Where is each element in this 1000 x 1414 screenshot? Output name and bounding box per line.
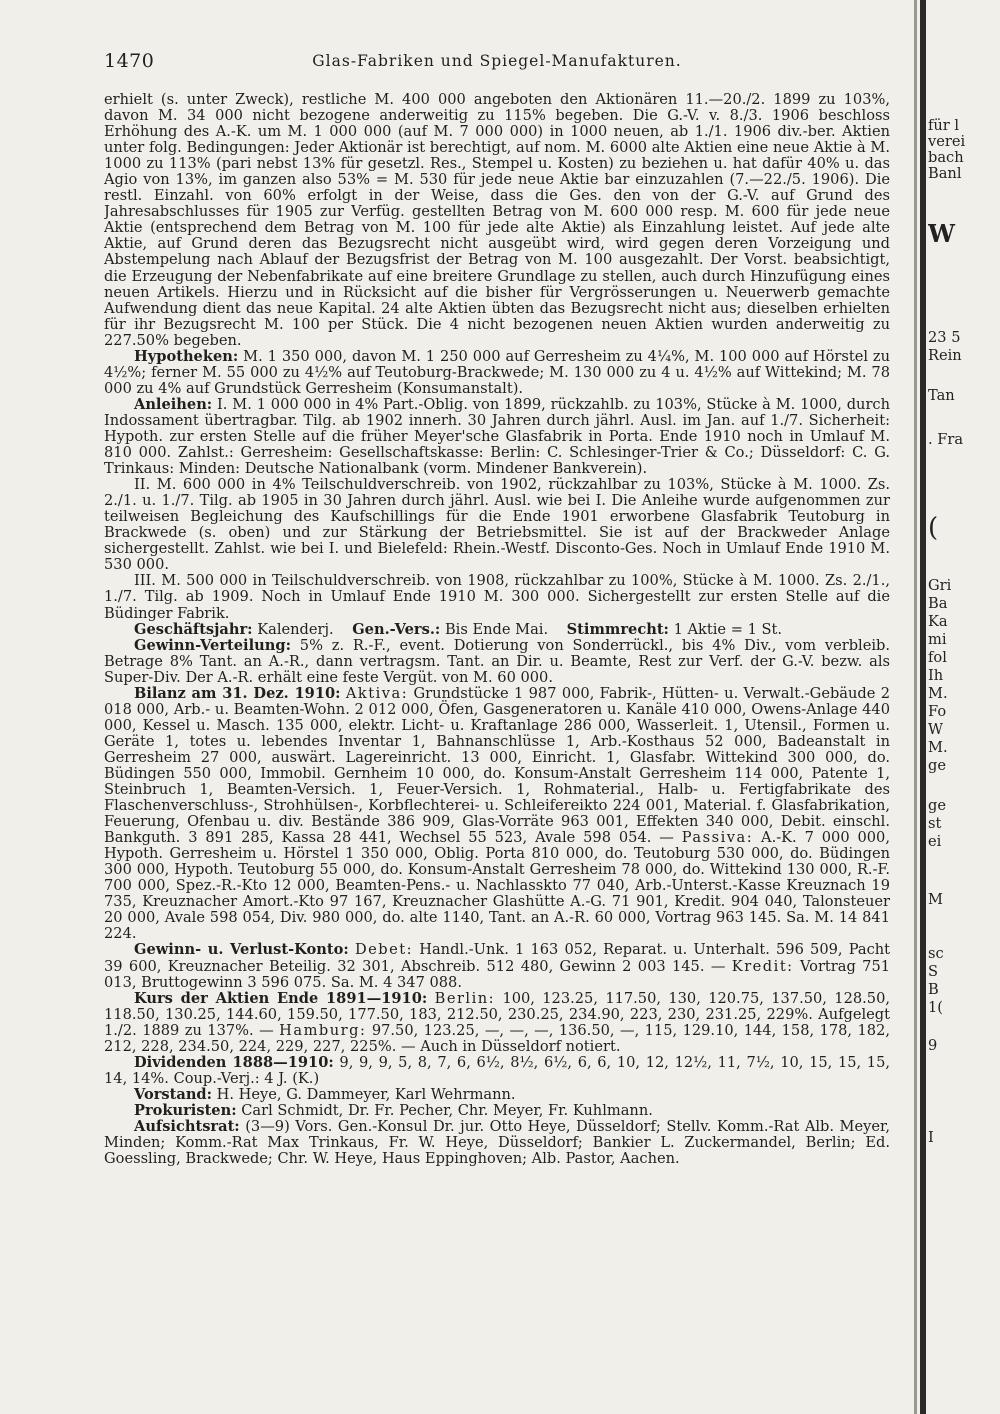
fragment-line: Rein (928, 347, 962, 364)
fragment-line: Ih (928, 667, 944, 684)
fragment-line: I (928, 1129, 934, 1146)
fragment-line: ei (928, 833, 942, 850)
adjacent-page-fragment (928, 0, 1000, 1414)
fragment-line: Gri (928, 577, 952, 594)
anleihen-label: Anleihen: (134, 395, 213, 413)
aufsichtsrat-text: (3—9) Vors. Gen.-Konsul Dr. jur. Otto Heye, Düsseldorf; Stellv. Komm.-Rat Alb. Meyer, Minden; Komm.-Rat Max Trinkaus, Fr. W. Heye, Düsseldorf; Bankier L. Zuckermandel, Berlin; Ed. Goessling, Brackwede; Chr. W. Heye, Haus Eppinghoven; Alb. Pastor, Aachen. (104, 1118, 890, 1168)
aktiva-label: Aktiva: (345, 684, 409, 702)
vorstand-label: Vorstand: (134, 1085, 213, 1103)
prokuristen-text: Carl Schmidt, Dr. Fr. Pecher, Chr. Meyer, Fr. Kuhlmann. (241, 1101, 653, 1119)
fragment-line: sc (928, 945, 944, 962)
hypotheken-text: M. 1 350 000, davon M. 1 250 000 auf Gerresheim zu 4¼%, M. 100 000 auf Hörstel zu 4½%; ferner M. 55 000 zu 4½% auf Teutoburg-Brackwede; M. 130 000 zu 4 u. 4½% auf Wittekind; M. 78 000 zu 4% auf Grundstück Gerresheim (Konsumanstalt). (104, 347, 890, 397)
geschaeftsjahr-label: Geschäftsjahr: (134, 620, 253, 638)
stimmrecht-text: 1 Aktie = 1 St. (673, 620, 782, 638)
fragment-line: ( (928, 513, 939, 543)
dividenden-entry (104, 1055, 890, 1087)
fragment-line: 9 (928, 1037, 938, 1054)
kredit-text: Vortrag 751 013, Bruttogewinn 3 596 075. Sa. M. 4 347 088. (104, 957, 890, 991)
bilanz-label: Bilanz am 31. Dez. 1910: (134, 684, 341, 702)
fragment-line: st (928, 815, 942, 832)
fragment-line: fol (928, 649, 947, 666)
fragment-line: M. (928, 685, 948, 702)
fragment-line: ge (928, 797, 946, 814)
fragment-line: Tan (928, 387, 955, 404)
geschaeftsjahr-entry (104, 622, 890, 638)
kurs-hamburg-label: Hamburg: (279, 1021, 367, 1039)
fragment-line: ge (928, 757, 946, 774)
fragment-line: S (928, 963, 938, 980)
fragment-line: M (928, 891, 943, 908)
debet-label: Debet: (354, 941, 414, 959)
debet-text: Handl.-Unk. 1 163 052, Reparat. u. Unterhalt. 596 509, Pacht 39 600, Kreuznacher Beteilig. 32 301, Abschreib. 512 480, Gewinn 2 003 145. — (104, 941, 890, 975)
fragment-line: B (928, 981, 939, 998)
gen-vers-text: Bis Ende Mai. (444, 620, 549, 638)
fragment-line: 23 5 (928, 329, 961, 346)
binding-shadow (914, 0, 917, 1414)
gewinn-verteilung-text: 5% z. R.-F., event. Dotierung von Sonderrückl., bis 4% Div., vom verbleib. Betrage 8% Tant. an A.-R., dann vertragsm. Tant. an Dir. u. Beamte, Rest zur Verf. der G.-V. bezw. als Super-Div. Der A.-R. erhält eine feste Vergüt. von M. 60 000. (104, 636, 890, 686)
gewinn-verteilung-label: Gewinn-Verteilung: (134, 636, 291, 654)
kredit-label: Kredit: (731, 957, 794, 975)
bilanz-entry (104, 686, 890, 943)
gewinn-verlust-label: Gewinn- u. Verlust-Konto: (134, 941, 349, 959)
dividenden-label: Dividenden 1888—1910: (134, 1053, 334, 1071)
vorstand-text: H. Heye, G. Dammeyer, Karl Wehrmann. (216, 1085, 516, 1103)
fragment-line: Fo (928, 703, 947, 720)
main-column (104, 92, 890, 1398)
fragment-line: mi (928, 631, 947, 648)
fragment-line: verei (928, 133, 966, 150)
gewinn-verteilung-entry (104, 638, 890, 686)
fragment-line: 1( (928, 999, 943, 1016)
fragment-line: W (928, 219, 955, 248)
fragment-line: M. (928, 739, 948, 756)
fragment-line: bach (928, 149, 964, 166)
stimmrecht-label: Stimmrecht: (566, 620, 669, 638)
anleihen-ii: II. M. 600 000 in 4% Teilschuldverschreib. von 1902, rückzahlbar zu 103%, Stücke à M. 1000. Zs. 2./1. u. 1./7. Tilg. ab 1905 in 30 Jahren durch jährl. Ausl. wie bei I. Die Anleihe wurde aufgenommen zur teilweisen Begleichung des Kaufschillings für die Ende 1901 erworbene Glasfabrik Teutoburg in Brackwede (s. oben) und zur Stärkung der Betriebsmittel. Sie ist auf der Brackweder Anlage sichergestellt. Zahlst. wie bei I. und Bielefeld: Rhein.-Westf. Disconto-Ges. Noch in Umlauf Ende 1910 M. 530 000. (104, 476, 890, 574)
binding-gutter (920, 0, 926, 1414)
anleihen-text: I. M. 1 000 000 in 4% Part.-Oblig. von 1899, rückzahlb. zu 103%, Stücke à M. 1000, durch Indossament übertragbar. Tilg. ab 1902 innerh. 30 Jahren durch jährl. Ausl. im Jan. auf 1./7. Sicherheit: Hypoth. zur ersten Stelle auf die früher Meyer'sche Glasfabrik in Porta. Ende 1910 noch in Umlauf M. 810 000. Zahlst.: Gerresheim: Gesellschaftskasse: Berlin: C. Schlesinger-Trier & Co.; Düsseldorf: C. G. Trinkaus: Minden: Deutsche Nationalbank (vorm. Mindener Bankverein). (104, 395, 890, 478)
dividenden-text: 9, 9, 9, 5, 8, 7, 6, 6½, 8½, 6½, 6, 6, 10, 12, 12½, 11, 7½, 10, 15, 15, 15, 14, 14%. Coup.-Verj.: 4 J. (K.) (104, 1053, 890, 1087)
anleihen-entry (104, 397, 890, 477)
anleihen-iii: III. M. 500 000 in Teilschuldverschreib. von 1908, rückzahlbar zu 100%, Stücke à M. 1000. Zs. 2./1., 1./7. Tilg. ab 1909. Noch in Umlauf Ende 1910 M. 300 000. Sichergestellt zur ersten Stelle auf die Büdinger Fabrik. (104, 572, 890, 622)
hypotheken-entry (104, 349, 890, 397)
passiva-text: A.-K. 7 000 000, Hypoth. Gerresheim u. Hörstel 1 350 000, Oblig. Porta 810 000, do. Teutoburg 530 000, do. Büdingen 300 000, Hypoth. Teutoburg 55 000, do. Konsum-Anstalt Gerresheim 78 000, do. Wittekind 130 000, R.-F. 700 000, Spez.-R.-Kto 12 000, Beamten-Pens.- u. Nachlasskto 77 040, Arb.-Unterst.-Kasse Kreuznach 19 735, Kreuznacher Amort.-Kto 97 167, Kreuznacher Glashütte A.-G. 71 901, Kredit. 904 040, Talonsteuer 20 000, Avale 598 054, Div. 980 000, do. alte 1140, Tant. an A.-R. 60 000, Vortrag 963 145. Sa. M. 14 841 224. (104, 829, 890, 943)
gewinn-verlust-entry (104, 942, 890, 990)
prokuristen-label: Prokuristen: (134, 1101, 237, 1119)
kurs-berlin-label: Berlin: (434, 989, 496, 1007)
gen-vers-label: Gen.-Vers.: (352, 620, 441, 638)
passiva-label: Passiva: (681, 829, 754, 847)
prokuristen-entry (104, 1103, 890, 1119)
kurs-label: Kurs der Aktien Ende 1891—1910: (134, 989, 428, 1007)
aufsichtsrat-entry (104, 1119, 890, 1167)
fragment-line: W (928, 721, 943, 738)
vorstand-entry (104, 1087, 890, 1103)
aufsichtsrat-label: Aufsichtsrat: (134, 1118, 240, 1135)
fragment-line: . Fra (928, 431, 964, 448)
hypotheken-label: Hypotheken: (134, 347, 239, 365)
running-head: Glas-Fabriken und Spiegel-Manufakturen. (312, 52, 682, 70)
kurs-entry (104, 991, 890, 1055)
fragment-line: Banl (928, 165, 962, 182)
fragment-line: für l (928, 117, 960, 134)
kurs-berlin-text: 100, 123.25, 117.50, 130, 120.75, 137.50, 128.50, 118.50, 130.25, 144.60, 159.50, 177.50, 183, 212.50, 230.25, 234.90, 223, 230, 231.25, 229%. Aufgelegt 1./2. 1889 zu 137%. — (104, 989, 890, 1039)
page-number: 1470 (104, 50, 155, 72)
fragment-line: Ka (928, 613, 948, 630)
fragment-line: Ba (928, 595, 948, 612)
intro-paragraph: erhielt (s. unter Zweck), restliche M. 400 000 angeboten den Aktionären 11.—20./2. 1899 zu 103%, davon M. 34 000 nicht bezogene anderweitig zu 115% begeben. Die G.-V. v. 8./3. 1906 beschloss Erhöhung des A.-K. um M. 1 000 000 (auf M. 7 000 000) in 1000 neuen, ab 1./1. 1906 div.-ber. Aktien unter folg. Bedingungen: Jeder Aktionär ist berechtigt, auf nom. M. 6000 alte Aktien eine neue Aktie à M. 1000 zu 113% (pari nebst 13% für gesetzl. Res., Stempel u. Kosten) zu beziehen u. hat dafür 40% u. das Agio von 13%, im ganzen also 53% = M. 530 für jede neue Aktie bar einzuzahlen (7.—22./5. 1906). Die restl. Einzahl. von 60% erfolgt in der Weise, dass die Ges. den von der G.-V. auf Grund des Jahresabschlusses für 1905 zur Verfüg. gestellten Betrag von M. 600 000 resp. M. 600 für jede neue Aktie (entsprechend dem Betrag von M. 100 für jede alte Aktie) als Einzahlung leistet. Auf jede alte Aktie, auf Grund deren das Bezugsrecht nicht ausgeübt wird, wird gegen deren Vorzeigung und Abstempelung nach Ablauf der Bezugsfrist der Betrag von M. 100 ausgezahlt. Der Vorst. beabsichtigt, die Erzeugung der Nebenfabrikate auf eine breitere Grundlage zu stellen, auch durch Hinzufügung eines neuen Artikels. Hierzu und in Rücksicht auf die bisher für Vergrösserungen u. Neuerwerb gemachte Aufwendung dient das neue Kapital. 24 alte Aktien übten das Bezugsrecht nicht aus; dieselben erhielten für ihr Bezugsrecht M. 100 per Stück. Die 4 nicht bezogenen neuen Aktien wurden anderweitig zu 227.50% begeben. (104, 92, 890, 349)
kurs-hamburg-text: 97.50, 123.25, —, —, —, 136.50, —, 115, 129.10, 144, 158, 178, 182, 212, 228, 234.50, 224, 229, 227, 225%. — Auch in Düsseldorf notiert. (104, 1021, 890, 1055)
aktiva-text: Grundstücke 1 987 000, Fabrik-, Hütten- u. Verwalt.-Gebäude 2 018 000, Arb.- u. Beamten-Wohn. 2 012 000, Öfen, Gasgeneratoren u. Kanäle 410 000, Owens-Anlage 440 000, Kessel u. Masch. 135 000, elektr. Licht- u. Kraftanlage 286 000, Wasserleit. 1, Utensil., Formen u. Geräte 1, totes u. lebendes Inventar 1, Bahnanschlüsse 1, Arb.-Kosthaus 52 000, Badeanstalt in Gerresheim 27 000, auswärt. Lagereinricht. 13 000, Einricht. 1, Glasfabr. Wittekind 300 000, do. Büdingen 550 000, Immobil. Gernheim 10 000, do. Konsum-Anstalt Gerresheim 114 000, Patente 1, Steinbruch 1, Beamten-Versich. 1, Feuer-Versich. 1, Rohmaterial., Halb- u. Fertigfabrikate des Flaschenverschluss-, Strohhülsen-, Korbflechterei- u. Schleifereikto 224 001, Material. f. Glasfabrikation, Feuerung, Ofenbau u. div. Bestände 386 909, Glas-Vorräte 963 001, Effekten 340 000, Debit. einschl. Bankguth. 3 891 285, Kassa 28 441, Wechsel 55 523, Avale 598 054. — (104, 684, 890, 847)
geschaeftsjahr-text: Kalenderj. (257, 620, 334, 638)
page-header (104, 50, 890, 76)
